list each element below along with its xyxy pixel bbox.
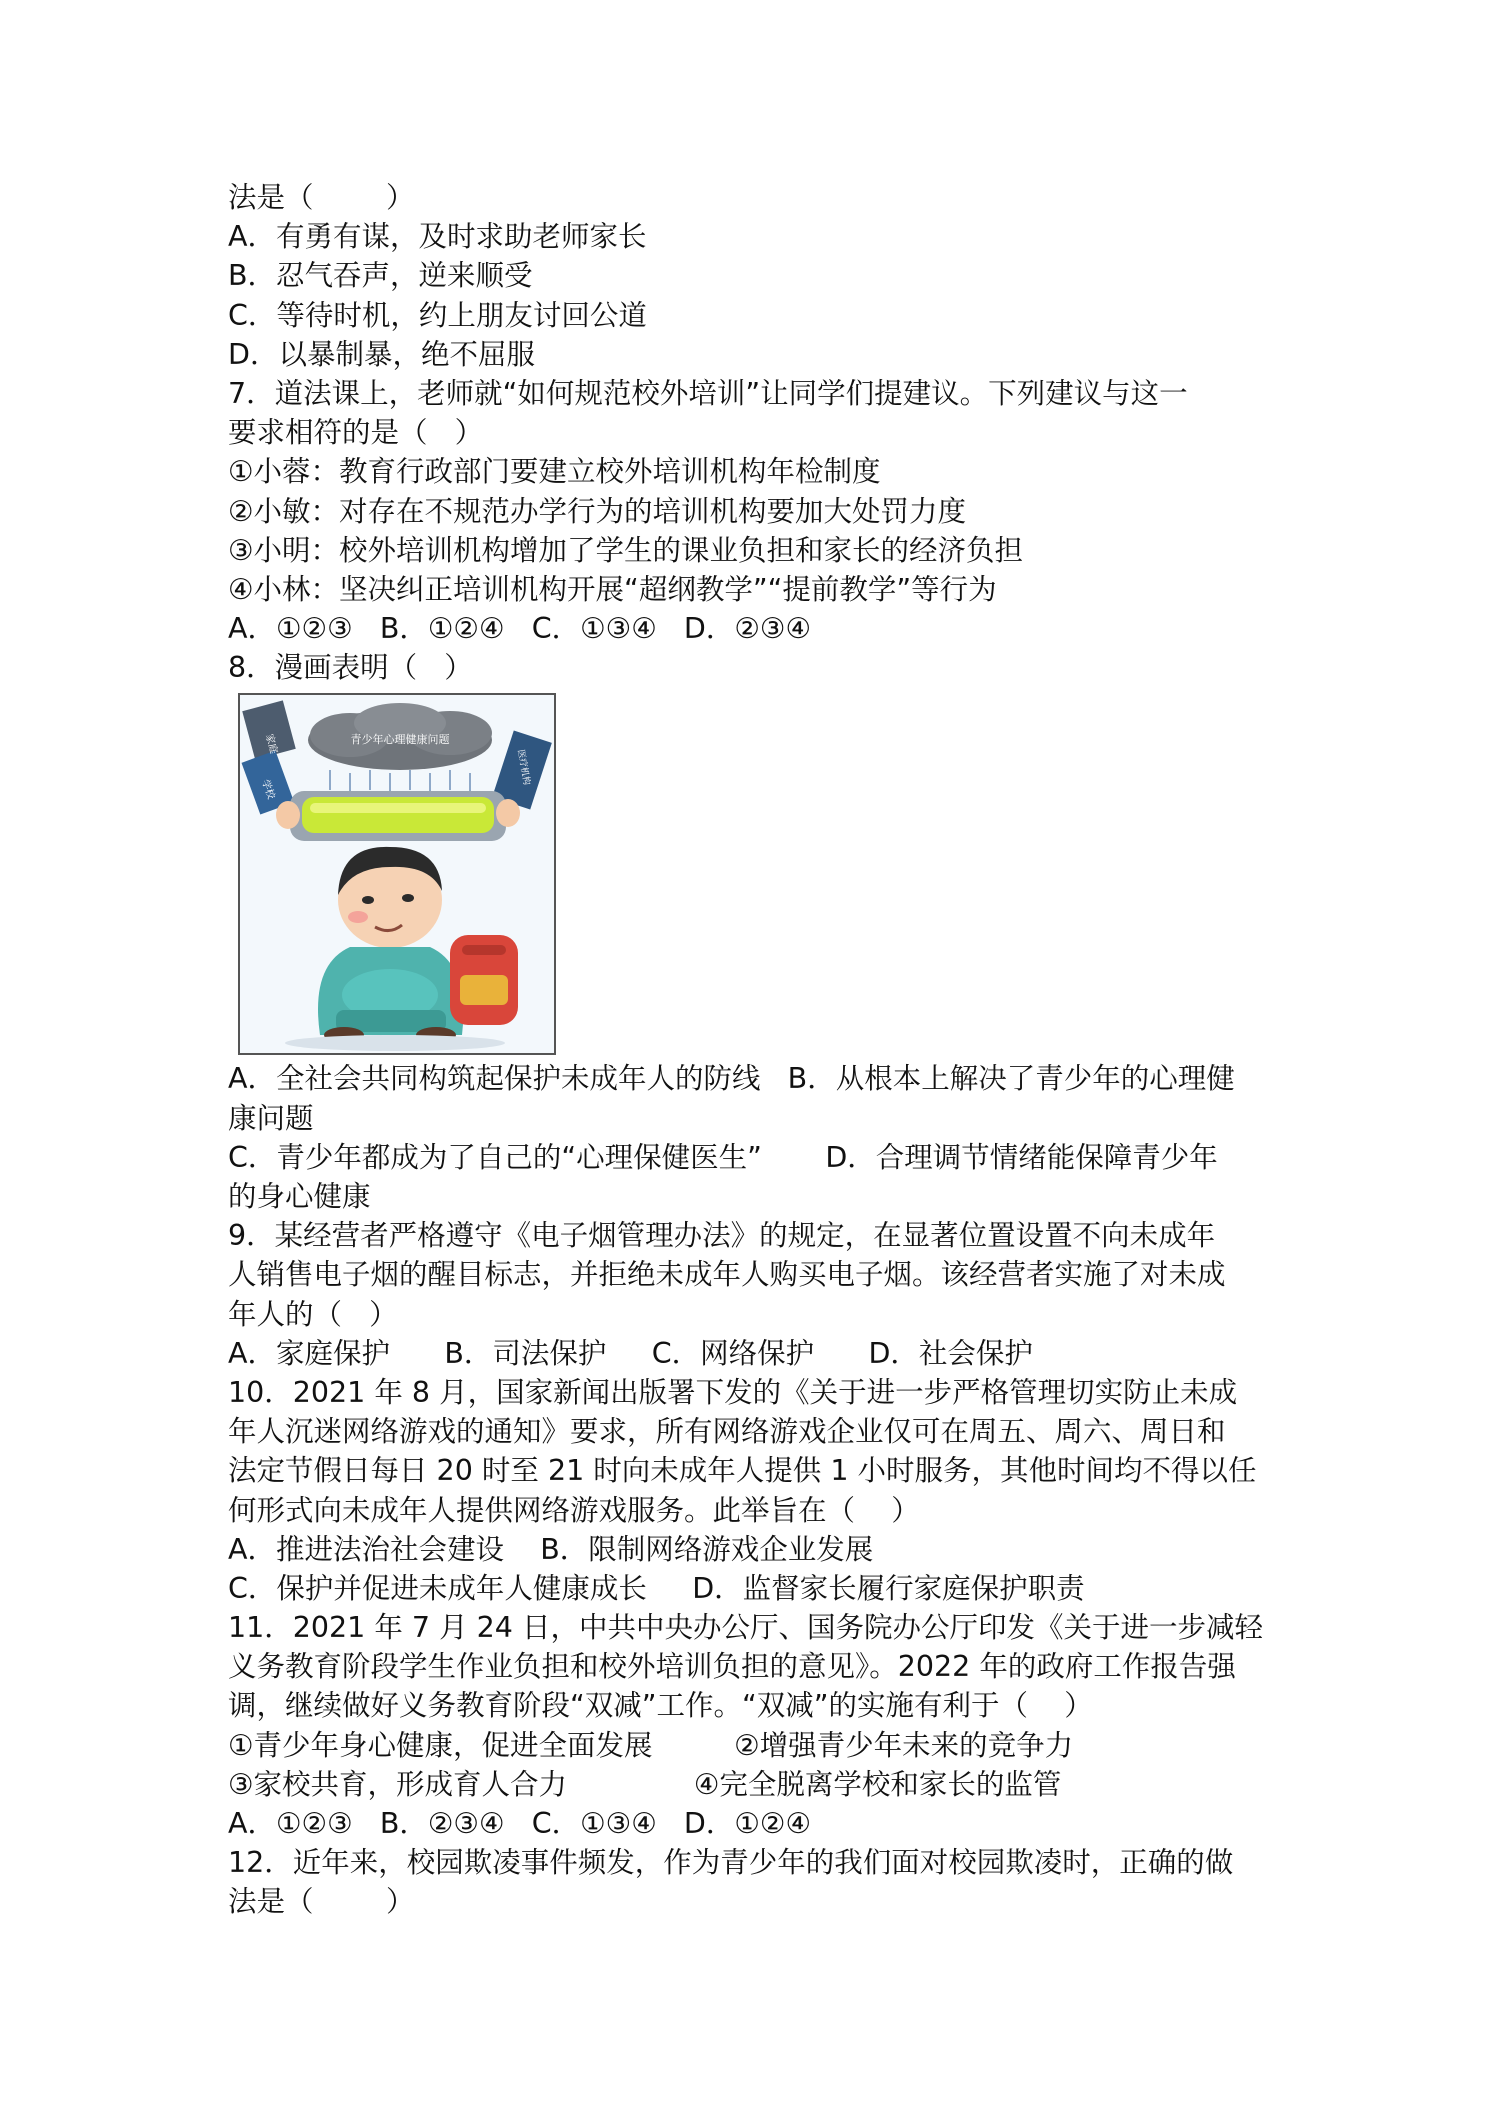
text-line: ④小林：坚决纠正培训机构开展“超纲教学”“提前教学”等行为 [228, 572, 997, 606]
text-line: A．①②③ B．①②④ C．①③④ D．②③④ [228, 612, 812, 646]
text-line: A．家庭保护 B．司法保护 C．网络保护 D．社会保护 [228, 1336, 1033, 1370]
text-line: C．保护并促进未成年人健康成长 D．监督家长履行家庭保护职责 [228, 1571, 1085, 1605]
text-line: 7．道法课上，老师就“如何规范校外培训”让同学们提建议。下列建议与这一 [228, 376, 1188, 410]
text-line: ③小明：校外培训机构增加了学生的课业负担和家长的经济负担 [228, 533, 1024, 567]
document-body [228, 178, 1278, 1922]
text-line: 年人的（ ） [228, 1297, 398, 1331]
question-block-bottom [228, 1059, 1278, 1921]
text-line: 9．某经营者严格遵守《电子烟管理办法》的规定，在显著位置设置不向未成年 [228, 1219, 1216, 1253]
text-line: A．推进法治社会建设 B．限制网络游戏企业发展 [228, 1532, 874, 1566]
text-line: 12．近年来，校园欺凌事件频发，作为青少年的我们面对校园欺凌时，正确的做 [228, 1846, 1234, 1880]
text-line: 人销售电子烟的醒目标志，并拒绝未成年人购买电子烟。该经营者实施了对未成 [228, 1258, 1226, 1292]
text-line: ②小敏：对存在不规范办学行为的培训机构要加大处罚力度 [228, 494, 967, 528]
text-line: 11．2021 年 7 月 24 日，中共中央办公厅、国务院办公厅印发《关于进一步减轻 [228, 1611, 1263, 1645]
text-line: A．有勇有谋，及时求助老师家长 [228, 220, 647, 254]
question-block-top [228, 178, 1278, 687]
text-line: ③家校共育，形成育人合力 ④完全脱离学校和家长的监管 [228, 1767, 1062, 1801]
shield-board-icon [290, 791, 506, 841]
text-line: 法是（ ） [228, 1885, 415, 1919]
right-sign-medical: 医疗机构 [515, 749, 532, 787]
cartoon-illustration [240, 695, 554, 1053]
text-line: ①青少年身心健康，促进全面发展 ②增强青少年未来的竞争力 [228, 1728, 1074, 1762]
text-line: B．忍气吞声，逆来顺受 [228, 259, 533, 293]
text-line: 8．漫画表明（ ） [228, 651, 473, 685]
cartoon-figure [238, 693, 556, 1055]
text-line: 年人沉迷网络游戏的通知》要求，所有网络游戏企业仅可在周五、周六、周日和 [228, 1415, 1226, 1449]
text-line: 义务教育阶段学生作业负担和校外培训负担的意见》。2022 年的政府工作报告强 [228, 1650, 1236, 1684]
text-line: A．①②③ B．②③④ C．①③④ D．①②④ [228, 1807, 812, 1840]
text-line: 康问题 [228, 1101, 314, 1135]
text-line: C．青少年都成为了自己的“心理保健医生” D．合理调节情绪能保障青少年 [228, 1140, 1218, 1174]
text-line: A．全社会共同构筑起保护未成年人的防线 B．从根本上解决了青少年的心理健 [228, 1062, 1235, 1096]
text-line: 何形式向未成年人提供网络游戏服务。此举旨在（ ） [228, 1493, 920, 1527]
text-line: D．以暴制暴，绝不屈服 [228, 337, 535, 371]
text-line: C．等待时机，约上朋友讨回公道 [228, 298, 647, 332]
left-sign-family: 家庭 [263, 733, 279, 756]
backpack-icon [450, 935, 518, 1025]
text-line: ①小蓉：教育行政部门要建立校外培训机构年检制度 [228, 455, 881, 489]
text-line: 调，继续做好义务教育阶段“双减”工作。“双减”的实施有利于（ ） [228, 1689, 1093, 1723]
text-line: 法是（ ） [228, 181, 415, 214]
left-sign-school: 学校 [259, 778, 277, 802]
text-line: 10．2021 年 8 月，国家新闻出版署下发的《关于进一步严格管理切实防止未成 [228, 1375, 1238, 1409]
text-line: 要求相符的是（ ） [228, 416, 484, 450]
text-line: 的身心健康 [228, 1180, 371, 1213]
text-line: 法定节假日每日 20 时至 21 时向未成年人提供 1 小时服务，其他时间均不得以任 [228, 1454, 1257, 1488]
cloud-label: 青少年心理健康问题 [350, 733, 450, 747]
